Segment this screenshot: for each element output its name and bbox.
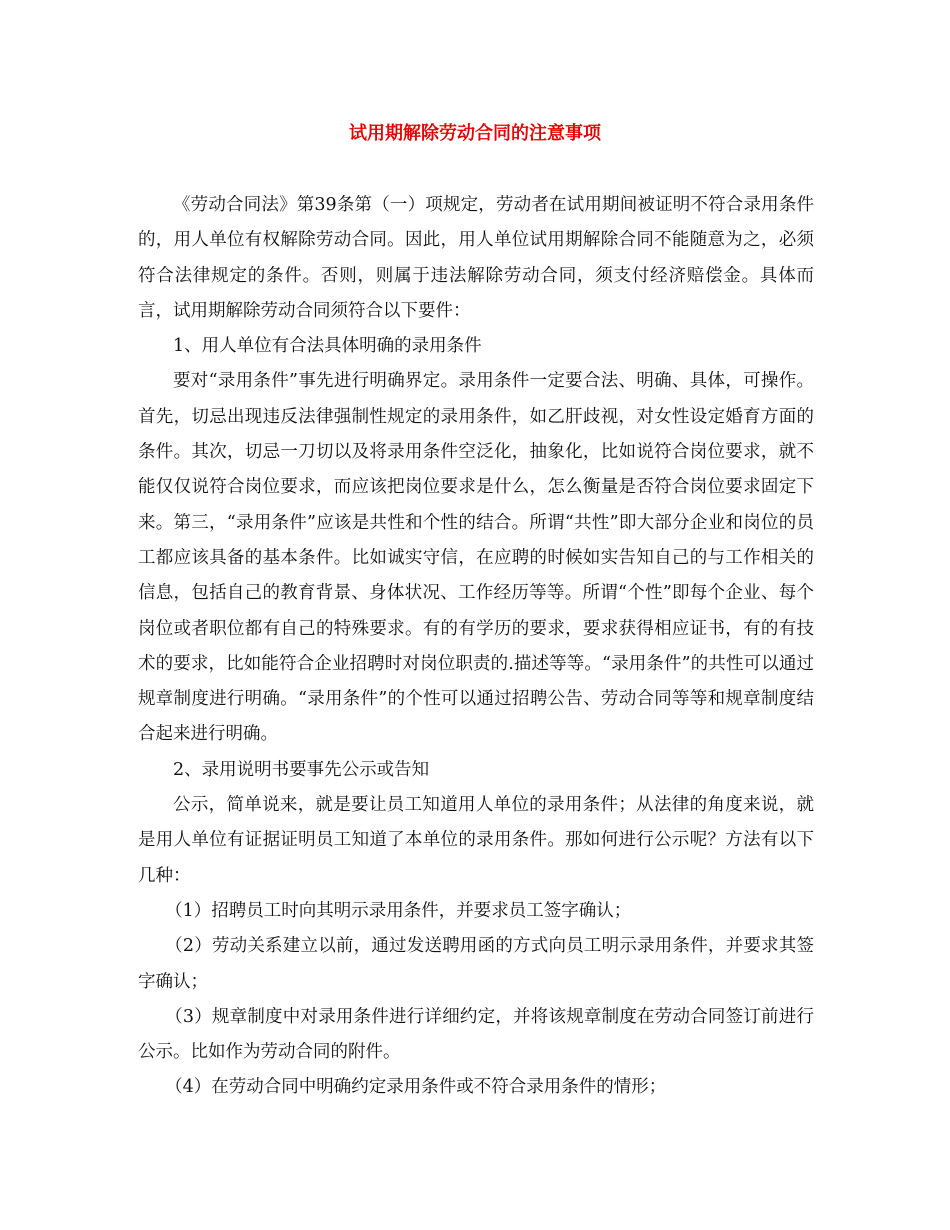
list-item-method-2: （2）劳动关系建立以前，通过发送聘用函的方式向员工明示录用条件，并要求其签字确认；	[138, 936, 814, 992]
heading-requirement-2: 2、录用说明书要事先公示或告知	[173, 759, 430, 780]
list-item-method-4: （4）在劳动合同中明确约定录用条件或不符合录用条件的情形；	[165, 1077, 667, 1098]
paragraph-intro: 《劳动合同法》第39条第（一）项规定，劳动者在试用期间被证明不符合录用条件的，用人单位有权解除劳动合同。因此，用人单位试用期解除合同不能随意为之，必须符合法律规定的条件。否则，则属于违法解除劳动合同，须支付经济赔偿金。具体而言，试用期解除劳动合同须符合以下要件：	[138, 195, 814, 321]
document-title: 试用期解除劳动合同的注意事项	[349, 123, 601, 144]
paragraph-requirement-1: 要对“录用条件”事先进行明确界定。录用条件一定要合法、明确、具体，可操作。首先，切忌出现违反法律强制性规定的录用条件，如乙肝歧视，对女性设定婚育方面的条件。其次，切忌一刀切以及将录用条件空泛化，抽象化，比如说符合岗位要求，就不能仅仅说符合岗位要求，而应该把岗位要求是什么，怎么衡量是否符合岗位要求固定下来。第三，“录用条件”应该是共性和个性的结合。所谓“共性”即大部分企业和岗位的员工都应该具备的基本条件。比如诚实守信，在应聘的时候如实告知自己的与工作相关的信息，包括自己的教育背景、身体状况、工作经历等等。所谓“个性”即每个企业、每个岗位或者职位都有自己的特殊要求。有的有学历的要求，要求获得相应证书，有的有技术的要求，比如能符合企业招聘时对岗位职责的.描述等等。“录用条件”的共性可以通过规章制度进行明确。“录用条件”的个性可以通过招聘公告、劳动合同等等和规章制度结合起来进行明确。	[138, 371, 814, 745]
list-item-method-1: （1）招聘员工时向其明示录用条件，并要求员工签字确认；	[165, 900, 632, 921]
document-body	[138, 188, 814, 1106]
list-item-method-3: （3）规章制度中对录用条件进行详细约定，并将该规章制度在劳动合同签订前进行公示。比如作为劳动合同的附件。	[138, 1006, 814, 1063]
heading-requirement-1: 1、用人单位有合法具体明确的录用条件	[173, 336, 482, 357]
paragraph-requirement-2: 公示，简单说来，就是要让员工知道用人单位的录用条件；从法律的角度来说，就是用人单位有证据证明员工知道了本单位的录用条件。那如何进行公示呢？方法有以下几种：	[138, 795, 814, 886]
